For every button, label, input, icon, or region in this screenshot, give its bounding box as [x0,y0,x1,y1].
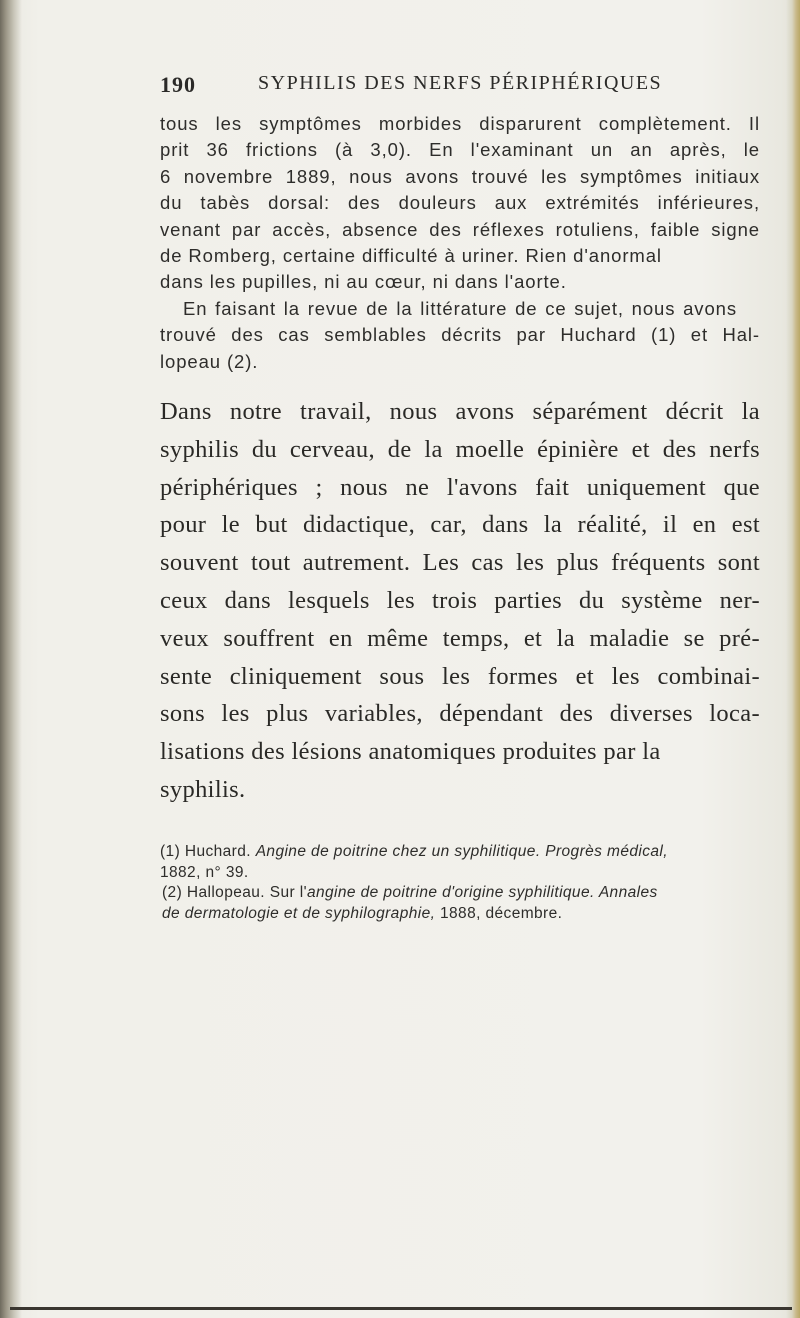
text-line: du tabès dorsal: des douleurs aux extrémités inférieures, [160,192,760,214]
footnote-1 [160,842,760,883]
text-line: Dans notre travail, nous avons séparément décrit la [160,398,760,425]
text-line: dans les pupilles, ni au cœur, ni dans l'aorte. [160,271,567,293]
footnote-prefix: Sur l' [269,884,307,901]
conclusion-text [160,393,760,809]
case-paragraph [160,111,760,296]
text-line: sente cliniquement sous les formes et les combinai- [160,662,760,690]
text-line: En faisant la revue de la littérature de ce sujet, nous avons [183,297,737,319]
footnote-title: angine de poitrine d'origine syphilitique. Annales [306,884,658,901]
text-line: venant par accès, absence des réflexes rotuliens, faible signe [160,218,760,240]
text-line: prit 36 frictions (à 3,0). En l'examinant un an après, le [160,139,760,161]
text-line: veux souffrent en même temps, et la maladie se pré- [160,624,760,652]
text-line: pour le but didactique, car, dans la réalité, il en est [160,511,760,539]
footnote-line: 1882, n° 39. [160,863,249,881]
text-line: syphilis. [160,775,246,803]
conclusion-paragraph [160,393,760,809]
footnote-title-cont: de dermatologie et de syphilographie, [162,904,436,922]
running-head [160,72,760,102]
footnote-line [162,883,760,904]
footnote-author: Huchard. [184,843,251,860]
text-line: lisations des lésions anatomiques produites par la [160,738,661,766]
footnote-date: 1888, décembre. [435,904,563,922]
footnote-author: Hallopeau. [186,884,265,901]
text-line: tous les symptômes morbides disparurent complètement. Il [160,113,760,134]
page-left-edge [0,0,22,1318]
text-line: ceux dans lesquels les trois parties du système ner- [160,586,760,614]
text-line: lopeau (2). [160,350,259,372]
footnote-line [160,842,760,863]
footnote-line [162,904,760,925]
footnote-2 [160,883,760,924]
page-number: 190 [160,72,196,97]
running-title: SYPHILIS DES NERFS PÉRIPHÉRIQUES [258,72,663,94]
page-binding-edge [786,0,800,1318]
case-report-text [160,111,760,375]
text-line: trouvé des cas semblables décrits par Huchard (1) et Hal- [160,324,760,346]
literature-paragraph [160,296,760,375]
text-line: 6 novembre 1889, nous avons trouvé les symptômes initiaux [160,165,760,187]
footnote-title: Angine de poitrine chez un syphilitique. Progrès médical, [255,843,668,860]
text-line: de Romberg, certaine difficulté à uriner. Rien d'anormal [160,245,662,267]
footnote-marker: (2) [162,884,183,901]
text-line: syphilis du cerveau, de la moelle épinière et des nerfs [160,435,760,463]
page-bottom-edge [10,1307,792,1310]
footnotes [160,842,760,924]
text-line: souvent tout autrement. Les cas les plus fréquents sont [160,549,760,577]
text-line: sons les plus variables, dépendant des diverses loca- [160,700,760,728]
footnote-marker: (1) [160,843,181,860]
text-line: périphériques ; nous ne l'avons fait uniquement que [160,473,760,501]
